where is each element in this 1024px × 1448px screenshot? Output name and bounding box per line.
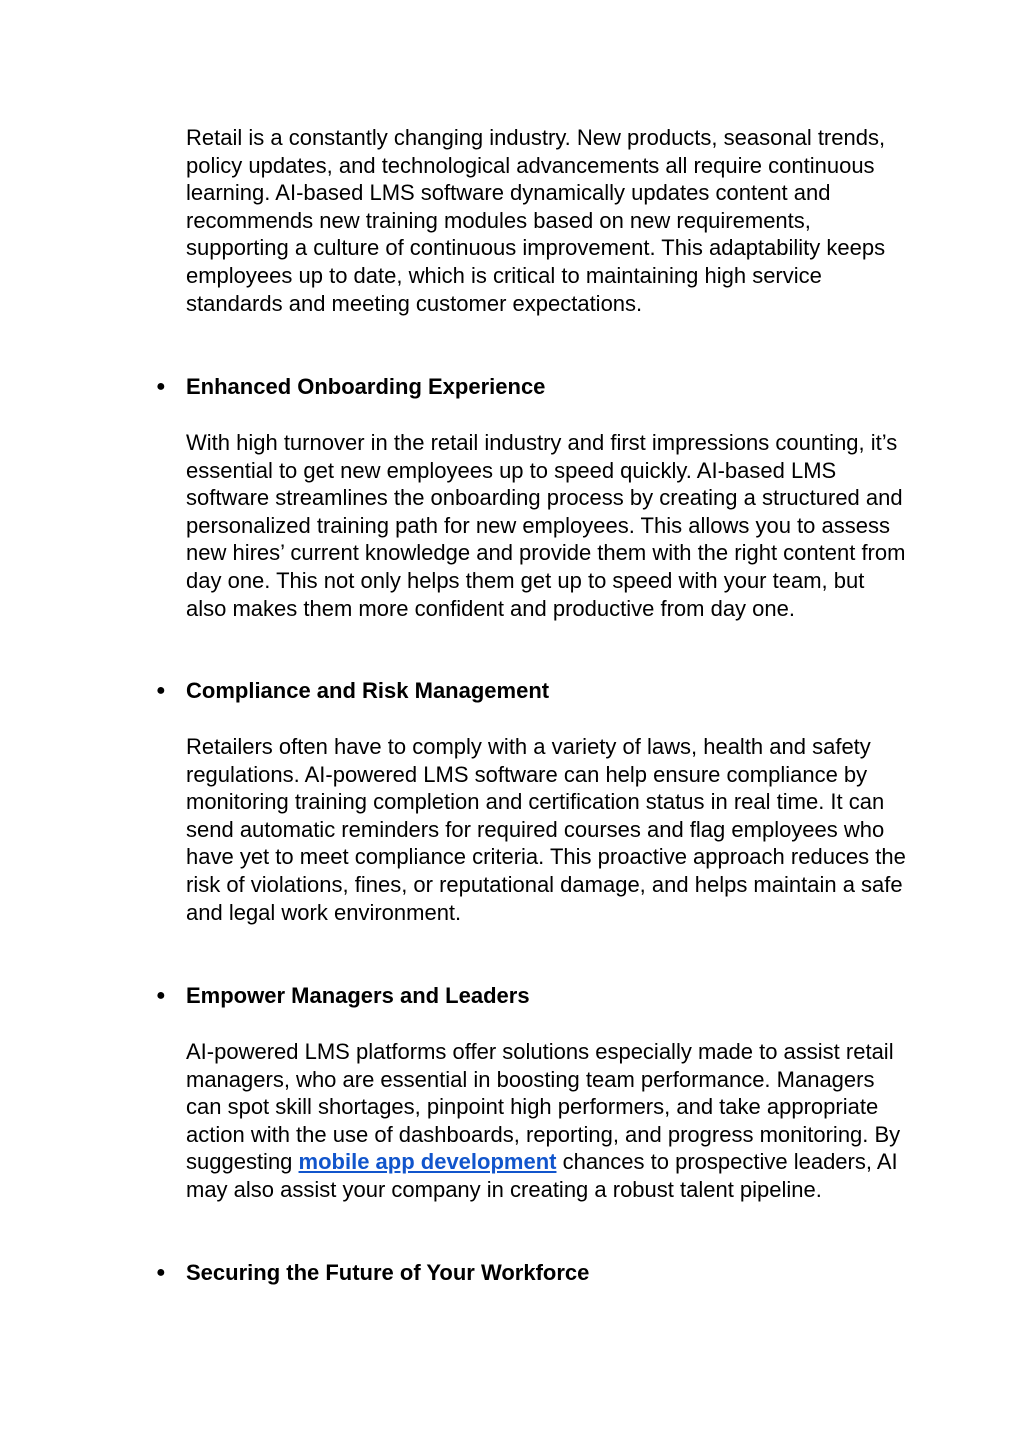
mobile-app-development-link[interactable]: mobile app development [298,1149,557,1175]
bullet-icon: ● [156,1264,166,1281]
section-body-onboarding: With high turnover in the retail industry and first impressions counting, it’s essential to get new employees up to speed quickly. AI-based LMS software streamlines the onboarding process by creating a structured and personalized training path for new employees. This allows you to assess new hires’ current knowledge and provide them with the right content from day one. This not only helps them get up to speed with your team, but also makes them more confident and productive from day one. [186,430,906,621]
intro-paragraph: Retail is a constantly changing industry. New products, seasonal trends, policy updates, and technological advancements all require continuous learning. AI-based LMS software dynamically updates content and recommends new training modules based on new requirements, supporting a culture of continuous improvement. This adaptability keeps employees up to date, which is critical to maintaining high service standards and meeting customer expectations. [186,125,886,316]
section-heading-managers: Empower Managers and Leaders [186,983,530,1008]
body-text-after-link: chances to prospective leaders, AI may also assist your company in creating a robust talent pipeline. [186,1149,898,1202]
section-heading-future: Securing the Future of Your Workforce [186,1260,590,1285]
section-heading-onboarding: Enhanced Onboarding Experience [186,374,546,399]
body-text-before-link: AI-powered LMS platforms offer solutions especially made to assist retail managers, who are essential in boosting team performance. Managers can spot skill shortages, pinpoint high performers, and take appropriate action with the use of dashboards, reporting, and progress monitoring. By suggesting [186,1039,901,1175]
section-body-compliance: Retailers often have to comply with a variety of laws, health and safety regulations. AI-powered LMS software can help ensure compliance by monitoring training completion and certification status in real time. It can send automatic reminders for required courses and flag employees who have yet to meet compliance criteria. This proactive approach reduces the risk of violations, fines, or reputational damage, and helps maintain a safe and legal work environment. [186,734,906,925]
bullet-icon: ● [156,987,166,1004]
bullet-icon: ● [156,682,166,699]
section-body-managers [186,1038,906,1204]
section-heading-compliance: Compliance and Risk Management [186,678,550,703]
bullet-icon: ● [156,378,166,395]
